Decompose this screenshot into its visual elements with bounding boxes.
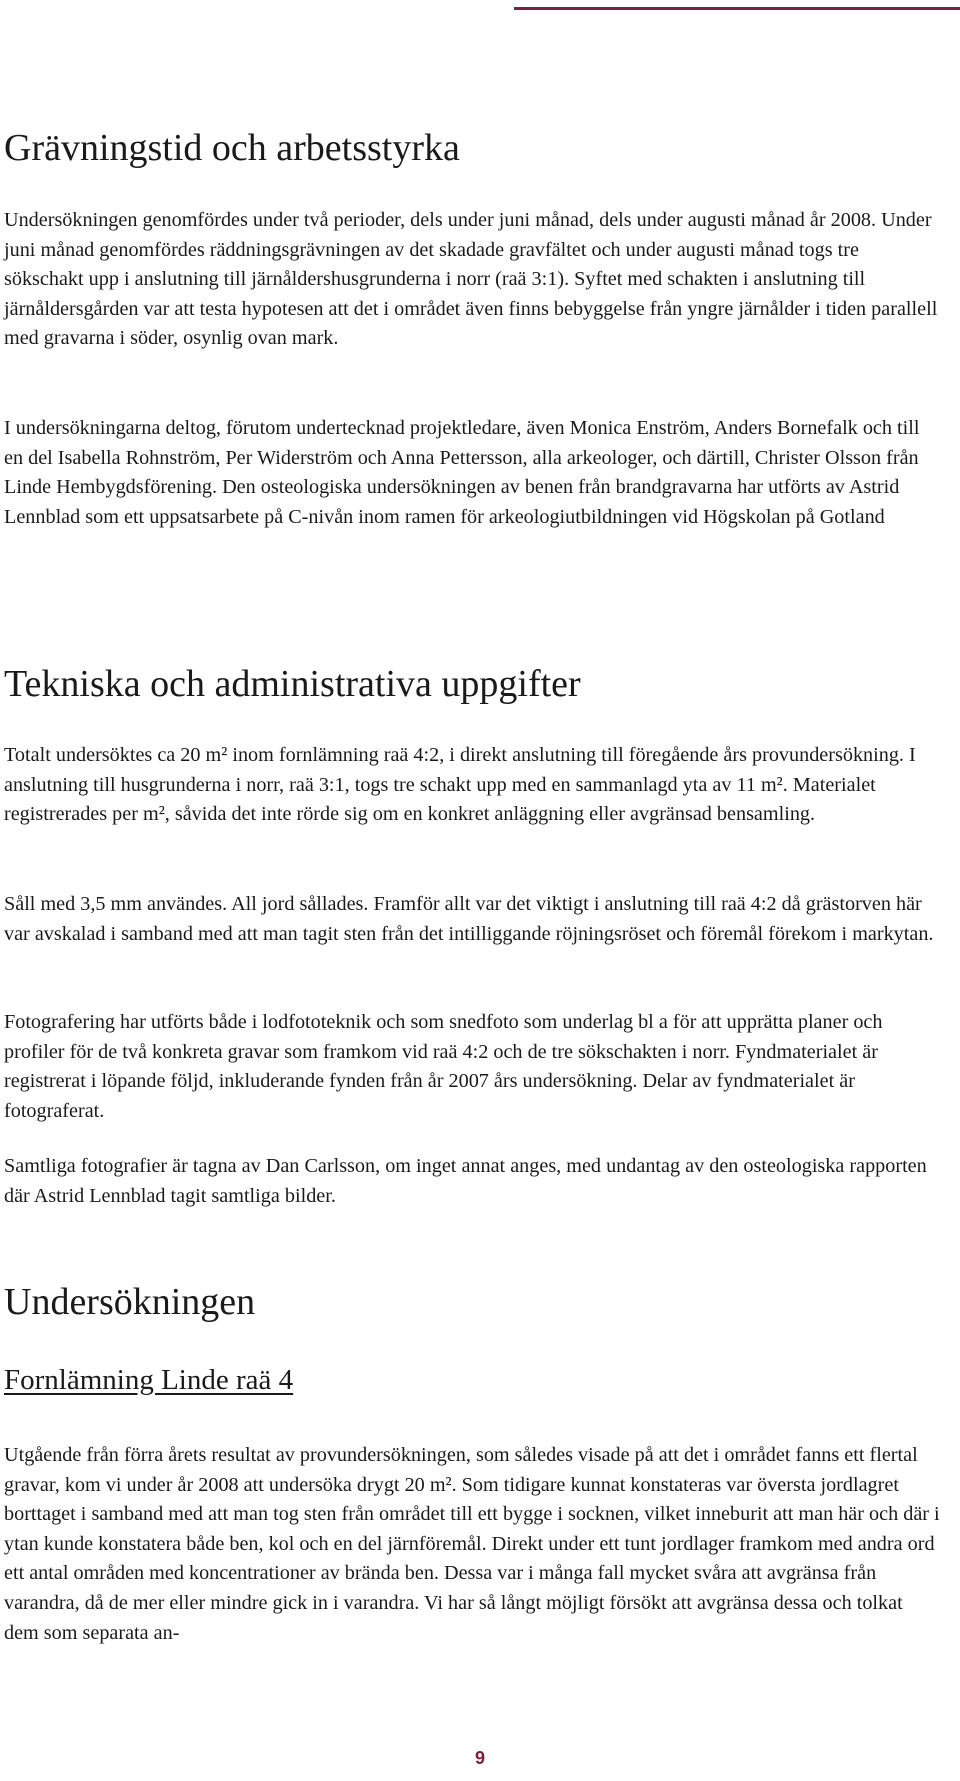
- subheading-fornlamning: Fornlämning Linde raä 4: [4, 1364, 294, 1396]
- heading-tekniska: Tekniska och administrativa uppgifter: [4, 663, 581, 705]
- heading-undersokningen: Undersökningen: [4, 1281, 256, 1323]
- paragraph-gravningstid-1: Undersökningen genomfördes under två perioder, dels under juni månad, dels under augusti månad år 2008. Under juni månad genomfördes räddningsgrävningen av det skadade gravfältet och under augusti månad togs tre sökschakt upp i anslutning till järnåldershusgrunderna i norr (raä 3:1). Syftet med schakten i anslutning till järnåldersgården var att testa hypotesen att det i området även finns bebyggelse från yngre järnålder i tiden parallell med gravarna i söder, osynlig ovan mark.: [4, 209, 938, 350]
- paragraph-tekniska-2: Såll med 3,5 mm användes. All jord sållades. Framför allt var det viktigt i anslutning till raä 4:2 då grästorven här var avskalad i samband med att man tagit sten från det intilliggande röjningsröset och föremål förekom i markytan.: [4, 893, 934, 945]
- heading-gravningstid: Grävningstid och arbetsstyrka: [4, 127, 460, 169]
- paragraph-tekniska-1: Totalt undersöktes ca 20 m² inom fornlämning raä 4:2, i direkt anslutning till föregående års provundersökning. I anslutning till husgrunderna i norr, raä 3:1, togs tre schakt upp med en sammanlagd yta av 11 m². Materialet registrerades per m², såvida det inte rörde sig om en konkret anläggning eller avgränsad bensamling.: [4, 744, 916, 826]
- paragraph-tekniska-3: Fotografering har utförts både i lodfototeknik och som snedfoto som underlag bl a för att upprätta planer och profiler för de två konkreta gravar som framkom vid raä 4:2 och de tre sökschakten i norr. Fyndmaterialet är registrerat i löpande följd, inkluderande fynden från år 2007 års undersökning. Delar av fyndmaterialet är fotograferat.: [4, 1011, 883, 1122]
- paragraph-undersokningen-1: Utgående från förra årets resultat av provundersökningen, som således visade på att det i området fanns ett flertal gravar, kom vi under år 2008 att undersöka drygt 20 m². Som tidigare kunnat konstateras var översta jordlagret borttaget i samband med att man tog sten från området till ett bygge i socknen, vilket inneburit att man här och där i ytan kunde konstatera både ben, kol och en del järnföremål. Direkt under ett tunt jordlager framkom med andra ord ett antal områden med koncentrationer av brända ben. Dessa var i många fall mycket svåra att avgränsa från varandra, då de mer eller mindre gick in i varandra. Vi har så långt möjligt försökt att avgränsa dessa och tolkat dem som separata an-: [4, 1444, 940, 1644]
- page-number: 9: [474, 1748, 485, 1768]
- paragraph-tekniska-4: Samtliga fotografier är tagna av Dan Carlsson, om inget annat anges, med undantag av den osteologiska rapporten där Astrid Lennblad tagit samtliga bilder.: [4, 1155, 927, 1207]
- header-accent-rule: [514, 7, 960, 10]
- paragraph-gravningstid-2: I undersökningarna deltog, förutom undertecknad projektledare, även Monica Enström, Anders Bornefalk och till en del Isabella Rohnström, Per Widerström och Anna Pettersson, alla arkeologer, och därtill, Christer Olsson från Linde Hembygdsförening. Den osteologiska undersökningen av benen från brandgravarna har utförts av Astrid Lennblad som ett uppsatsarbete på C-nivån inom ramen för arkeologiutbildningen vid Högskolan på Gotland: [4, 417, 920, 528]
